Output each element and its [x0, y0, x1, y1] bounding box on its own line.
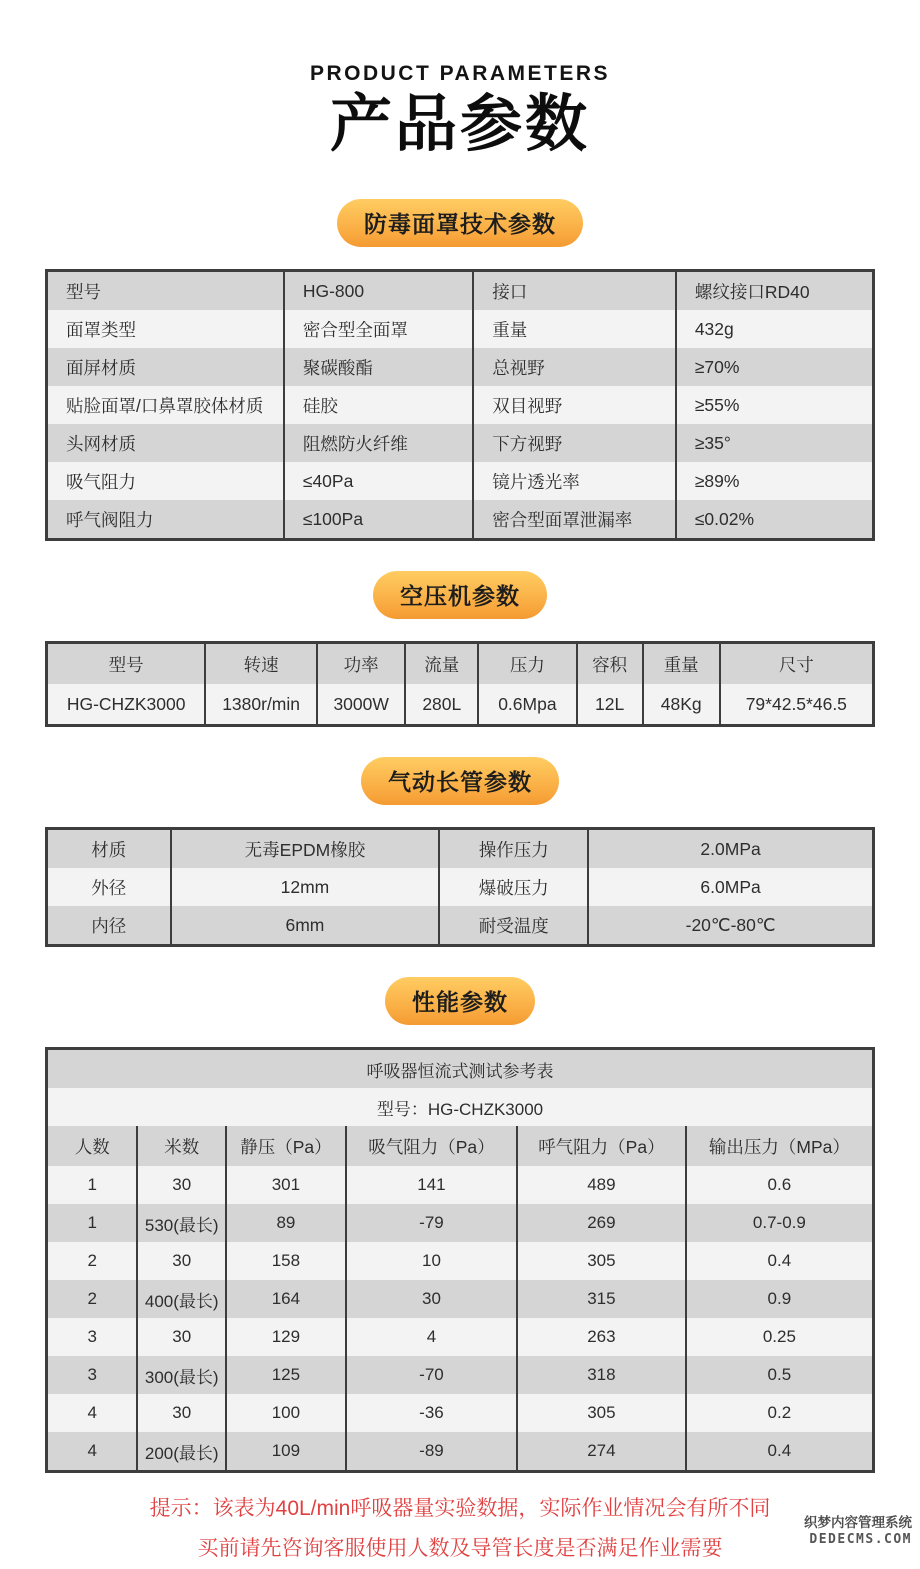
table-cell: 阻燃防火纤维 — [284, 424, 473, 462]
table-cell: 489 — [517, 1166, 686, 1204]
table-cell: 400(最长) — [137, 1280, 225, 1318]
table-cell: 总视野 — [473, 348, 676, 386]
table-header-cell: 输出压力（MPa） — [686, 1126, 874, 1166]
table-row — [47, 906, 874, 946]
table-header-cell: 型号 — [108, 654, 144, 675]
table-cell: 79*42.5*46.5 — [720, 684, 874, 726]
table-cell: 2 — [87, 1251, 97, 1271]
page-title: 产品参数 — [329, 90, 590, 159]
table-header-cell: 重量 — [643, 643, 720, 685]
table-row — [47, 348, 874, 386]
table-cell: 0.7-0.9 — [686, 1204, 874, 1242]
table-header-cell: 吸气阻力（Pa） — [346, 1126, 517, 1166]
table-cell: HG-CHZK3000 — [66, 693, 186, 714]
section-badge-wrap — [0, 977, 920, 1025]
table-cell: 硅胶 — [284, 386, 473, 424]
table-header-cell: 米数 — [137, 1126, 225, 1166]
table-cell: 4 — [87, 1403, 97, 1423]
table-row — [47, 424, 874, 462]
table-row — [47, 386, 874, 424]
table-cell: 呼气阀阻力 — [66, 509, 154, 530]
table-cell: 432g — [676, 310, 874, 348]
table-cell: 129 — [226, 1318, 346, 1356]
table-cell: -20℃-80℃ — [588, 906, 873, 946]
table-cell: 530(最长) — [137, 1204, 225, 1242]
table-cell: 3 — [87, 1365, 97, 1385]
table-row — [47, 1204, 874, 1242]
table-cell: 4 — [87, 1441, 97, 1461]
table-cell: 无毒EPDM橡胶 — [171, 829, 440, 869]
compressor-parameters-table — [45, 641, 875, 727]
table-cell: 密合型全面罩 — [284, 310, 473, 348]
table-header-cell: 尺寸 — [720, 643, 874, 685]
table-row — [47, 1242, 874, 1280]
table-cell: -79 — [346, 1204, 517, 1242]
table-row — [47, 1166, 874, 1204]
table-cell: 0.2 — [686, 1394, 874, 1432]
table-cell: 材质 — [91, 839, 127, 860]
table-header-cell: 人数 — [74, 1136, 110, 1157]
table-cell: 0.4 — [686, 1432, 874, 1472]
table-cell: 型号：HG-CHZK3000 — [376, 1099, 544, 1119]
table-cell: 密合型面罩泄漏率 — [473, 500, 676, 540]
table-row — [47, 1088, 874, 1126]
table-cell: -70 — [346, 1356, 517, 1394]
table-cell: 镜片透光率 — [473, 462, 676, 500]
table-cell: 贴脸面罩/口鼻罩胶体材质 — [66, 395, 264, 416]
table-cell: 接口 — [473, 271, 676, 311]
badge-tube-parameters: 气动长管参数 — [361, 757, 559, 805]
table-header-cell: 容积 — [577, 643, 643, 685]
watermark — [804, 1515, 912, 1548]
table-cell: 2 — [87, 1289, 97, 1309]
table-row — [47, 1126, 874, 1166]
table-row — [47, 1280, 874, 1318]
badge-compressor-parameters: 空压机参数 — [373, 571, 547, 619]
table-cell: 158 — [226, 1242, 346, 1280]
table-row — [47, 1318, 874, 1356]
table-cell: 螺纹接口RD40 — [676, 271, 874, 311]
table-cell: 6.0MPa — [588, 868, 873, 906]
badge-performance-parameters: 性能参数 — [385, 977, 535, 1025]
table-row — [47, 462, 874, 500]
table-cell: -36 — [346, 1394, 517, 1432]
table-cell: 141 — [346, 1166, 517, 1204]
table-cell: 外径 — [91, 877, 127, 898]
table-cell: ≥55% — [676, 386, 874, 424]
table-cell: 头网材质 — [66, 433, 136, 454]
table-cell: 30 — [346, 1280, 517, 1318]
table-cell: 重量 — [473, 310, 676, 348]
table-row — [47, 868, 874, 906]
table-cell: 30 — [137, 1242, 225, 1280]
note-line-2: 买前请先咨询客服使用人数及导管长度是否满足作业需要 — [197, 1537, 723, 1561]
table-cell: 30 — [137, 1318, 225, 1356]
table-cell: 面罩类型 — [66, 319, 136, 340]
table-cell: 318 — [517, 1356, 686, 1394]
section-badge-wrap — [0, 199, 920, 247]
section-badge-wrap — [0, 571, 920, 619]
table-header-cell: 转速 — [205, 643, 317, 685]
table-cell: 3 — [87, 1327, 97, 1347]
table-cell: ≤0.02% — [676, 500, 874, 540]
table-header-cell: 压力 — [478, 643, 576, 685]
table-cell: 6mm — [171, 906, 440, 946]
table-row — [47, 310, 874, 348]
table-cell: 89 — [226, 1204, 346, 1242]
table-cell: ≤40Pa — [284, 462, 473, 500]
table-cell: 耐受温度 — [439, 906, 588, 946]
table-cell: 300(最长) — [137, 1356, 225, 1394]
table-cell: 305 — [517, 1242, 686, 1280]
performance-test-table — [45, 1047, 875, 1473]
table-row — [47, 500, 874, 540]
table-header-cell: 流量 — [405, 643, 478, 685]
table-cell: 0.9 — [686, 1280, 874, 1318]
eyebrow-title: PRODUCT PARAMETERS — [309, 62, 611, 85]
table-row — [47, 684, 874, 726]
table-cell: 爆破压力 — [439, 868, 588, 906]
table-cell: 301 — [226, 1166, 346, 1204]
table-row — [47, 1432, 874, 1472]
table-header-cell: 呼气阻力（Pa） — [517, 1126, 686, 1166]
table-row — [47, 643, 874, 685]
table-cell: 面屏材质 — [66, 357, 136, 378]
table-cell: -89 — [346, 1432, 517, 1472]
table-cell: 125 — [226, 1356, 346, 1394]
table-cell: 0.5 — [686, 1356, 874, 1394]
table-cell: 30 — [137, 1394, 225, 1432]
table-cell: 10 — [346, 1242, 517, 1280]
table-row — [47, 1394, 874, 1432]
table-cell: 1 — [87, 1213, 97, 1233]
table-cell: 0.4 — [686, 1242, 874, 1280]
table-cell: 315 — [517, 1280, 686, 1318]
table-cell: 109 — [226, 1432, 346, 1472]
note-line-1: 提示：该表为40L/min呼吸器量实验数据，实际作业情况会有所不同 — [149, 1497, 771, 1521]
watermark-cn: 织梦内容管理系统 — [804, 1514, 912, 1530]
table-cell: 0.6 — [686, 1166, 874, 1204]
table-cell: 269 — [517, 1204, 686, 1242]
table-cell: 1 — [87, 1175, 97, 1195]
table-cell: 聚碳酸酯 — [284, 348, 473, 386]
table-cell: 200(最长) — [137, 1432, 225, 1472]
table-cell: 48Kg — [643, 684, 720, 726]
mask-parameters-table — [45, 269, 875, 541]
table-header-cell: 静压（Pa） — [226, 1126, 346, 1166]
table-cell: 1380r/min — [205, 684, 317, 726]
table-cell: 吸气阻力 — [66, 471, 136, 492]
table-cell: HG-800 — [284, 271, 473, 311]
table-cell: 2.0MPa — [588, 829, 873, 869]
table-cell: ≤100Pa — [284, 500, 473, 540]
footer-notes — [0, 1489, 920, 1569]
table-cell: 3000W — [317, 684, 405, 726]
table-cell: 内径 — [91, 915, 127, 936]
table-header-cell: 功率 — [317, 643, 405, 685]
table-row — [47, 271, 874, 311]
section-badge-wrap — [0, 757, 920, 805]
table-cell: 274 — [517, 1432, 686, 1472]
table-cell: 164 — [226, 1280, 346, 1318]
table-cell: 305 — [517, 1394, 686, 1432]
table-cell: ≥89% — [676, 462, 874, 500]
table-cell: 型号 — [66, 281, 101, 302]
badge-mask-parameters: 防毒面罩技术参数 — [337, 199, 583, 247]
table-cell: ≥70% — [676, 348, 874, 386]
table-row — [47, 829, 874, 869]
tube-parameters-table — [45, 827, 875, 947]
table-cell: 280L — [405, 684, 478, 726]
table-cell: 0.6Mpa — [478, 684, 576, 726]
table-cell: 呼吸器恒流式测试参考表 — [366, 1061, 554, 1081]
table-cell: ≥35° — [676, 424, 874, 462]
table-cell: 12L — [577, 684, 643, 726]
table-cell: 0.25 — [686, 1318, 874, 1356]
table-cell: 30 — [137, 1166, 225, 1204]
table-row — [47, 1049, 874, 1089]
table-cell: 下方视野 — [473, 424, 676, 462]
table-cell: 100 — [226, 1394, 346, 1432]
watermark-domain: DEDECMS.COM — [809, 1531, 912, 1547]
table-cell: 12mm — [171, 868, 440, 906]
table-cell: 4 — [346, 1318, 517, 1356]
table-cell: 双目视野 — [473, 386, 676, 424]
table-cell: 263 — [517, 1318, 686, 1356]
table-cell: 操作压力 — [439, 829, 588, 869]
table-row — [47, 1356, 874, 1394]
